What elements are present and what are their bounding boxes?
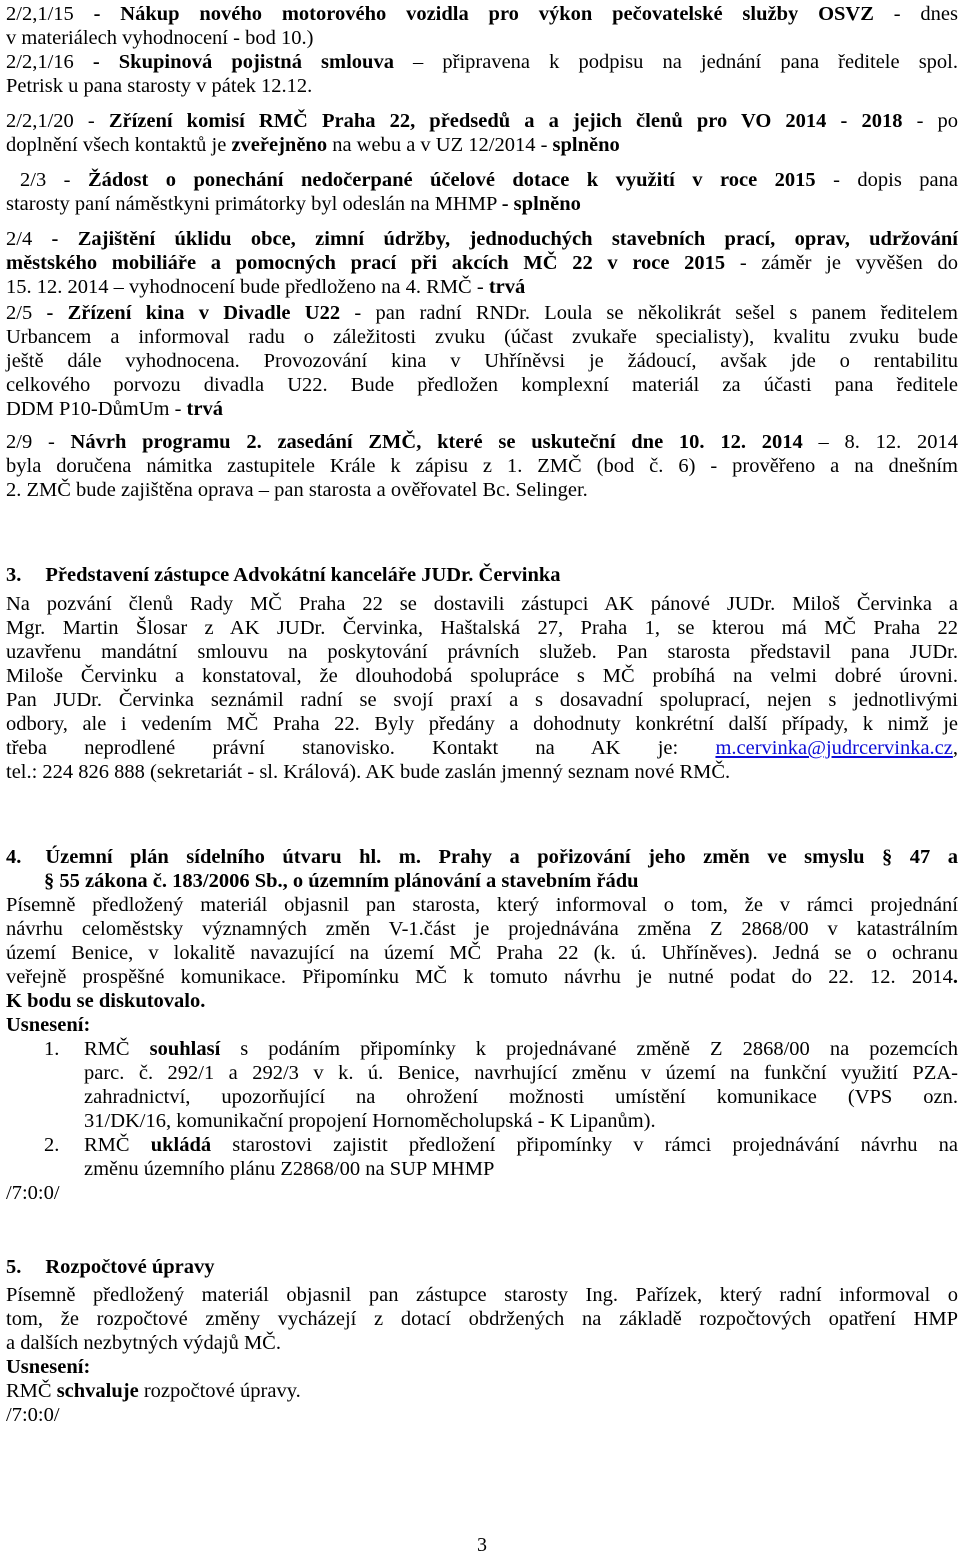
line-32: návrhu celoměstsky významných změn V-1.část je projednávána změna Z 2868/00 v katastrálním — [6, 918, 958, 940]
line-3 — [6, 50, 958, 74]
section-3-heading — [6, 563, 958, 587]
item-ref: 2/4 — [6, 228, 52, 250]
line-27 — [6, 736, 958, 760]
item-status: - záměr je vyvěšen do — [725, 252, 958, 274]
item-ref: 2/3 - — [20, 169, 88, 191]
item-ref: 2/2,1/16 — [6, 51, 93, 73]
line-46: tom, že rozpočtové změny vycházejí z dotací obdržených na základě rozpočtových opatření HMP — [6, 1308, 958, 1330]
line-10 — [6, 251, 958, 275]
line-38: parc. č. 292/1 a 292/3 v k. ú. Benice, navrhující změnu v území na funkční využití PZA- — [84, 1062, 958, 1084]
list-number: 1. — [44, 1038, 60, 1060]
line-11 — [6, 275, 958, 299]
item-status: - dopis pana — [815, 169, 959, 191]
line-31: Písemně předložený materiál objasnil pan starosta, který informoval o tom, že v rámci projednání — [6, 894, 958, 916]
list-number: 2. — [44, 1134, 60, 1156]
line-42: změnu územního plánu Z2868/00 na SUP MHMP — [84, 1158, 495, 1180]
text-run: rozpočtové úpravy. — [138, 1380, 301, 1402]
vote-result: /7:0:0/ — [6, 1182, 60, 1204]
line-14: ještě dále vyhodnocena. Provozování kina v Uhříněvsi je žádoucí, avšak jde o rentabilitu — [6, 350, 958, 372]
line-39: zahradnictví, upozorňující na ohrožení možnosti umístění komunikace (VPS ozn. — [84, 1086, 958, 1108]
text-run: starosty paní náměstkyni primátorky byl odeslán na MHMP — [6, 193, 502, 215]
section-title: Územní plán sídelního útvaru hl. m. Prahy a pořizování jeho změn ve smyslu § 47 a — [45, 846, 958, 868]
text-run: doplnění všech kontaktů je — [6, 134, 232, 156]
line-34 — [6, 965, 958, 989]
text-run: na webu a v UZ 12/2014 - — [327, 134, 553, 156]
line-33: území Benice, v lokalitě navazující na území MČ Praha 22 (k. ú. Uhříněves). Jedná se o ochranu — [6, 942, 958, 964]
line-21: Na pozvání členů Rady MČ Praha 22 se dostavili zástupci AK pánové JUDr. Miloš Červinka a — [6, 593, 958, 615]
email-link[interactable]: m.cervinka@judrcervinka.cz — [715, 737, 953, 759]
text-run-bold: zveřejněno — [231, 134, 328, 156]
item-title: - Skupinová pojistná smlouva — [92, 51, 394, 73]
item-title: - Zajištění úklidu obce, zimní údržby, jednoduchých stavebních prací, oprav, udržování — [51, 228, 959, 250]
text-run: RMČ — [84, 1038, 150, 1060]
line-17 — [6, 430, 958, 454]
item-ref: 2/2,1/20 - — [6, 110, 109, 132]
section-4-heading-cont — [44, 869, 958, 893]
line-8 — [6, 192, 958, 216]
text-run: RMČ — [6, 1380, 57, 1402]
resolution-item-2 — [84, 1133, 958, 1157]
item-title: Žádost o ponechání nedočerpané účelové dotace k využití v roce 2015 — [87, 169, 816, 191]
text-run: 15. 12. 2014 – vyhodnocení bude předloženo na 4. RMČ - — [6, 276, 489, 298]
item-status: - po — [902, 110, 959, 132]
line-6 — [6, 133, 958, 157]
text-run: veřejně prospěšné komunikace. Připomínku MČ k tomuto návrhu je nutné podat do 22. 12. 2014 — [6, 966, 953, 988]
status-ongoing: trvá — [488, 276, 526, 298]
discussion-note: K bodu se diskutovalo. — [6, 990, 206, 1012]
status-done: splněno — [552, 134, 620, 156]
text-run: třeba neprodlené právní stanovisko. Kontakt na AK je: — [6, 737, 716, 759]
section-title: , o územním plánování a stavebním řádu — [282, 870, 639, 892]
line-7 — [20, 168, 958, 192]
vote-result: /7:0:0/ — [6, 1404, 60, 1426]
item-status: - pan radní RNDr. Loula se několikrát sešel s panem ředitelem — [340, 302, 958, 324]
text-run-bold: ukládá — [150, 1134, 212, 1156]
line-16 — [6, 397, 958, 421]
text-run: s podáním připomínky k projednávané změně Z 2868/00 na pozemcích — [220, 1038, 958, 1060]
line-12 — [6, 301, 958, 325]
section-5-heading — [6, 1255, 958, 1279]
section-title: Představení zástupce Advokátní kanceláře JUDr. Červinka — [45, 564, 561, 586]
section-number: 4. — [6, 846, 22, 868]
page-number: 3 — [477, 1534, 487, 1556]
item-title: městského mobiliáře a pomocných prací při akcích MČ 22 v roce 2015 — [6, 252, 726, 274]
text-run: DDM P10-DůmUm - — [6, 398, 187, 420]
status-done: - splněno — [501, 193, 581, 215]
line-19: 2. ZMČ bude zajištěna oprava – pan starosta a ověřovatel Bc. Selinger. — [6, 479, 588, 501]
line-45: Písemně předložený materiál objasnil pan zástupce starosty Ing. Pařízek, který radní informoval o — [6, 1284, 958, 1306]
line-9 — [6, 227, 958, 251]
item-status: - dnes — [873, 3, 958, 25]
section-number: 5. — [6, 1256, 22, 1278]
text-run: , — [952, 737, 958, 759]
line-23: uzavřenu mandátní smlouvu na poskytování právních služeb. Pan starosta představil pana JUDr. — [6, 641, 958, 663]
section-number: 3. — [6, 564, 22, 586]
item-title: - Zřízení kina v Divadle U22 — [46, 302, 341, 324]
line-40: 31/DK/16, komunikační propojení Hornoměcholupská - K Lipanům). — [84, 1110, 656, 1132]
text-run: RMČ — [84, 1134, 151, 1156]
resolution-item-1 — [84, 1037, 958, 1061]
resolution-heading: Usnesení: — [6, 1014, 91, 1036]
item-title: Zřízení komisí RMČ Praha 22, předsedů a a jejich členů pro VO 2014 - 2018 — [108, 110, 903, 132]
text-run-bold: . — [952, 966, 958, 988]
text-run-bold: schvaluje — [56, 1380, 139, 1402]
line-22: Mgr. Martin Šlosar z AK JUDr. Červinka, Haštalská 27, Praha 1, se kterou má MČ Praha 22 — [6, 617, 958, 639]
item-title: - Nákup nového motorového vozidla pro výkon pečovatelské služby OSVZ — [93, 3, 874, 25]
section-title: Rozpočtové úpravy — [45, 1256, 215, 1278]
item-ref: 2/2,1/15 — [6, 3, 94, 25]
line-49 — [6, 1379, 958, 1403]
resolution-heading: Usnesení: — [6, 1356, 91, 1378]
line-47: a dalších nezbytných výdajů MČ. — [6, 1332, 281, 1354]
line-18: byla doručena námitka zastupitele Krále k zápisu z 1. ZMČ (bod č. 6) - prověřeno a na dnešním — [6, 455, 958, 477]
line-24: Miloše Červinku a konstatoval, že dlouhodobá spolupráce s MČ probíhá na velmi dobré úrovni. — [6, 665, 958, 687]
section-title: § 55 zákona č. 183/2006 Sb. — [44, 870, 283, 892]
line-4: Petrisk u pana starosty v pátek 12.12. — [6, 75, 313, 97]
line-25: Pan JUDr. Červinka seznámil radní se svojí praxí a s dosavadní spoluprací, nejen s jednotlivými — [6, 689, 958, 711]
text-run: starostovi zajistit předložení připomínky v rámci projednávání návrhu na — [211, 1134, 958, 1156]
text-run-bold: souhlasí — [149, 1038, 221, 1060]
line-13: Urbancem a informoval radu o záležitosti zvuku (účast zvukaře specialisty), kvalitu zvuku bude — [6, 326, 958, 348]
line-2: v materiálech vyhodnocení - bod 10.) — [6, 27, 314, 49]
section-4-heading — [6, 845, 958, 869]
line-5 — [6, 109, 958, 133]
item-ref: 2/9 - — [6, 431, 71, 453]
line-26: odbory, ale i vedením MČ Praha 22. Byly předány a dohodnuty konkrétní další případy, k nimž je — [6, 713, 958, 735]
item-title: Návrh programu 2. zasedání ZMČ, které se uskuteční dne 10. 12. 2014 — [70, 431, 803, 453]
item-status: – 8. 12. 2014 — [802, 431, 958, 453]
status-ongoing: trvá — [186, 398, 223, 420]
line-15: celkového porvozu divadla U22. Bude předložen komplexní materiál za účasti pana ředitele — [6, 374, 958, 396]
line-1 — [6, 2, 958, 26]
line-28: tel.: 224 826 888 (sekretariát - sl. Králová). AK bude zaslán jmenný seznam nové RMČ. — [6, 761, 731, 783]
item-status: – připravena k podpisu na jednání pana ředitele spol. — [393, 51, 958, 73]
item-ref: 2/5 — [6, 302, 47, 324]
